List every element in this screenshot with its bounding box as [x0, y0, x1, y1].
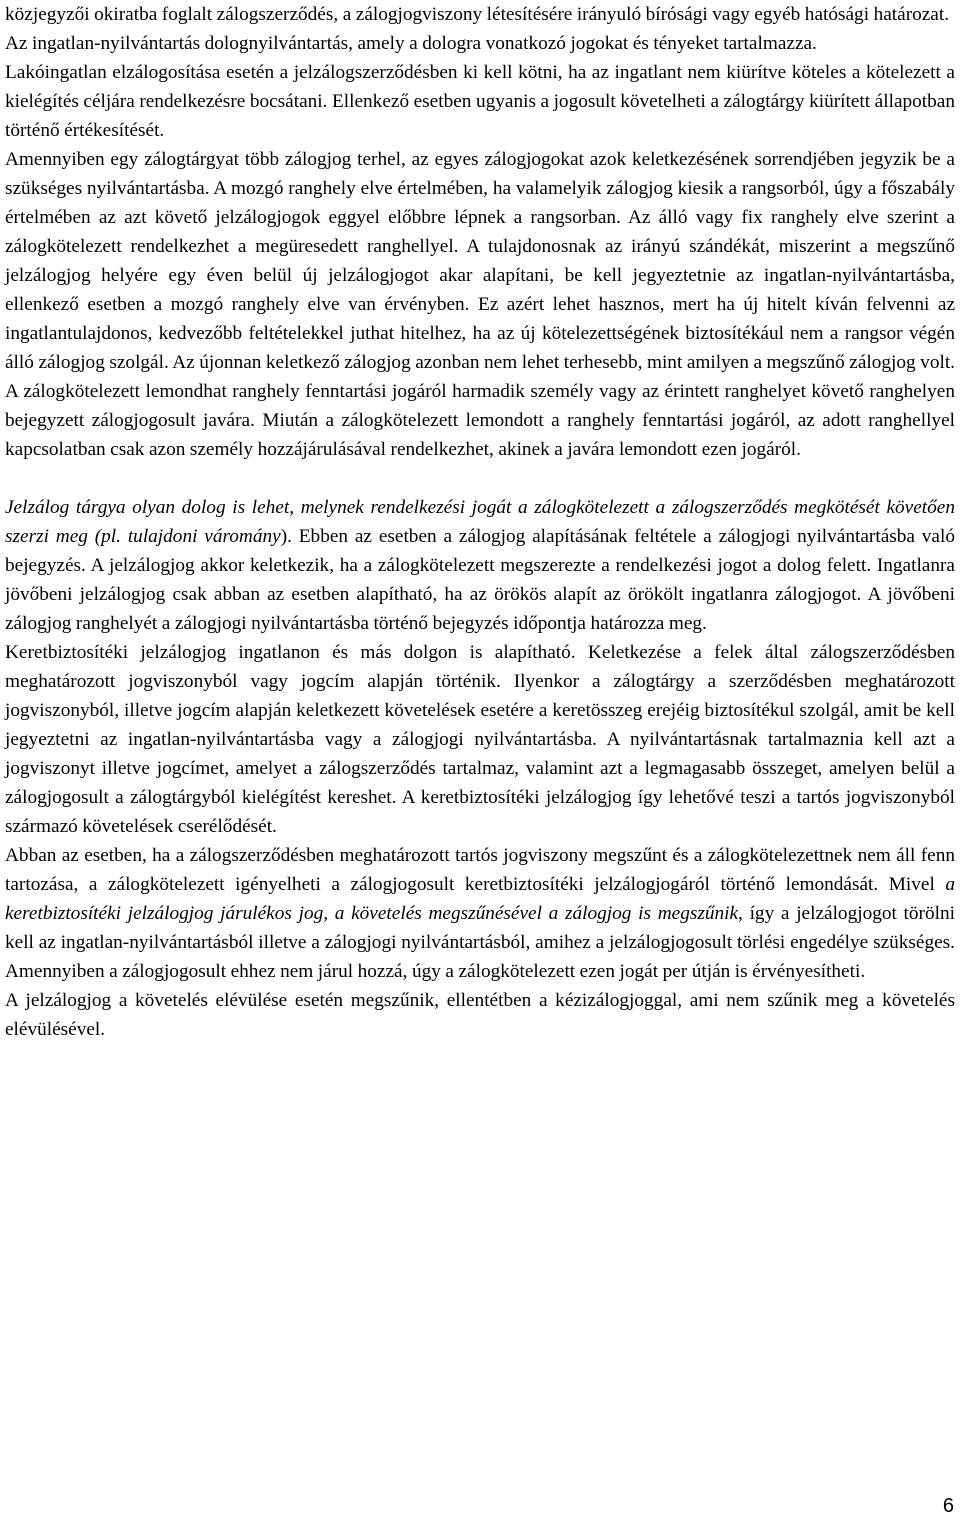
text-segment: A jelzálogjog a követelés elévülése esetén megszűnik, ellentétben a kézizálogjoggal, ami nem szűnik meg a követelés elévülésével. [5, 990, 955, 1040]
italic-text-segment: Jelzálog tárgya olyan dolog is lehet, melynek rendelkezési jogát a zálogkötelezett a zálogszerződés megkötését követően szerzi meg (pl. tulajdoni váromány [5, 497, 955, 547]
italic-text-segment: a keretbiztosítéki jelzálogjog járulékos jog, a követelés megszűnésével a zálogjog is megszűnik [5, 874, 955, 924]
paragraph-p5 [5, 493, 955, 638]
paragraph-p8 [5, 986, 955, 1044]
document-body [5, 0, 955, 1044]
paragraph-p2 [5, 29, 955, 58]
paragraph-p7 [5, 841, 955, 986]
paragraph-p4 [5, 145, 955, 464]
paragraph-p3 [5, 58, 955, 145]
text-segment: Az ingatlan-nyilvántartás dolognyilvántartás, amely a dologra vonatkozó jogokat és tényeket tartalmazza. [5, 33, 817, 54]
text-segment: ). Ebben az esetben a zálogjog alapításának feltétele a zálogjogi nyilvántartásba való bejegyzés. A jelzálogjog akkor keletkezik, ha a zálogkötelezett megszerezte a rendelkezési jogot a dolog felett. Ingatlanra jövőbeni jelzálogjog csak abban az esetben alapítható, ha az örökös alapít az örökölt ingatlanra zálogjogot. A jövőbeni zálogjog ranghelyét a zálogjogi nyilvántartásba történő bejegyzés időpontja határozza meg. [5, 526, 955, 634]
text-segment: , így a jelzálogjogot törölni kell az ingatlan-nyilvántartásból illetve a zálogjogi nyilvántartásból, amihez a jelzálogjogosult törlési engedélye szükséges. Amennyiben a zálogjogosult ehhez nem járul hozzá, úgy a zálogkötelezett ezen jogát per útján is érvényesítheti. [5, 903, 955, 982]
text-segment: Abban az esetben, ha a zálogszerződésben meghatározott tartós jogviszony megszűnt és a zálogkötelezettnek nem áll fenn tartozása, a zálogkötelezett igényelheti a zálogjogosult keretbiztosítéki jelzálogjogáról történő lemondását. Mivel [5, 845, 955, 895]
document-page [5, 0, 955, 1044]
paragraph-p6 [5, 638, 955, 841]
text-segment: Lakóingatlan elzálogosítása esetén a jelzálogszerződésben ki kell kötni, ha az ingatlant nem kiürítve köteles a kötelezett a kielégítés céljára rendelkezésre bocsátani. Ellenkező esetben ugyanis a jogosult követelheti a zálogtárgy kiürített állapotban történő értékesítését. [5, 62, 955, 141]
text-segment: közjegyzői okiratba foglalt zálogszerződés, a zálogjogviszony létesítésére irányuló bírósági vagy egyéb hatósági határozat. [5, 4, 950, 25]
paragraph-p1 [5, 0, 955, 29]
text-segment: Amennyiben egy zálogtárgyat több zálogjog terhel, az egyes zálogjogokat azok keletkezésének sorrendjében jegyzik be a szükséges nyilvántartásba. A mozgó ranghely elve értelmében, ha valamelyik zálogjog kiesik a rangsorból, úgy a főszabály értelmében az azt követő jelzálogjogok eggyel előbbre lépnek a rangsorban. Az álló vagy fix ranghely elve szerint a zálogkötelezett rendelkezhet a megüresedett ranghellyel. A tulajdonosnak az irányú szándékát, miszerint a megszűnő jelzálogjog helyére egy éven belül új jelzálogjogot akar alapítani, be kell jegyeztetnie az ingatlan-nyilvántartásba, ellenkező esetben a mozgó ranghely elve van érvényben. Ez azért lehet hasznos, mert ha új hitelt kíván felvenni az ingatlantulajdonos, kedvezőbb feltételekkel juthat hitelhez, ha az új kötelezettségének biztosítékául nem a rangsor végén álló zálogjog szolgál. Az újonnan keletkező zálogjog azonban nem lehet terhesebb, mint amilyen a megszűnő zálogjog volt. A zálogkötelezett lemondhat ranghely fenntartási jogáról harmadik személy vagy az érintett ranghelyet követő ranghelyen bejegyzett zálogjogosult javára. Miután a zálogkötelezett lemondott a ranghely fenntartási jogáról, az adott ranghellyel kapcsolatban csak azon személy hozzájárulásával rendelkezhet, akinek a javára lemondott ezen jogáról. [5, 149, 955, 460]
text-segment: Keretbiztosítéki jelzálogjog ingatlanon és más dolgon is alapítható. Keletkezése a felek által zálogszerződésben meghatározott jogviszonyból vagy jogcím alapján történik. Ilyenkor a zálogtárgy a szerződésben meghatározott jogviszonyból, illetve jogcím alapján keletkezett követelések esetére a keretösszeg erejéig biztosítékul szolgál, amit be kell jegyeztetni az ingatlan-nyilvántartásba vagy a zálogjogi nyilvántartásba. A nyilvántartásnak tartalmaznia kell azt a jogviszonyt illetve jogcímet, amelyet a zálogszerződés tartalmaz, valamint azt a legmagasabb összeget, amelyen belül a zálogjogosult a zálogtárgyból kielégítést kereshet. A keretbiztosítéki jelzálogjog így lehetővé teszi a tartós jogviszonyból származó követelések cserélődését. [5, 642, 955, 837]
page-number: 6 [942, 1495, 954, 1517]
